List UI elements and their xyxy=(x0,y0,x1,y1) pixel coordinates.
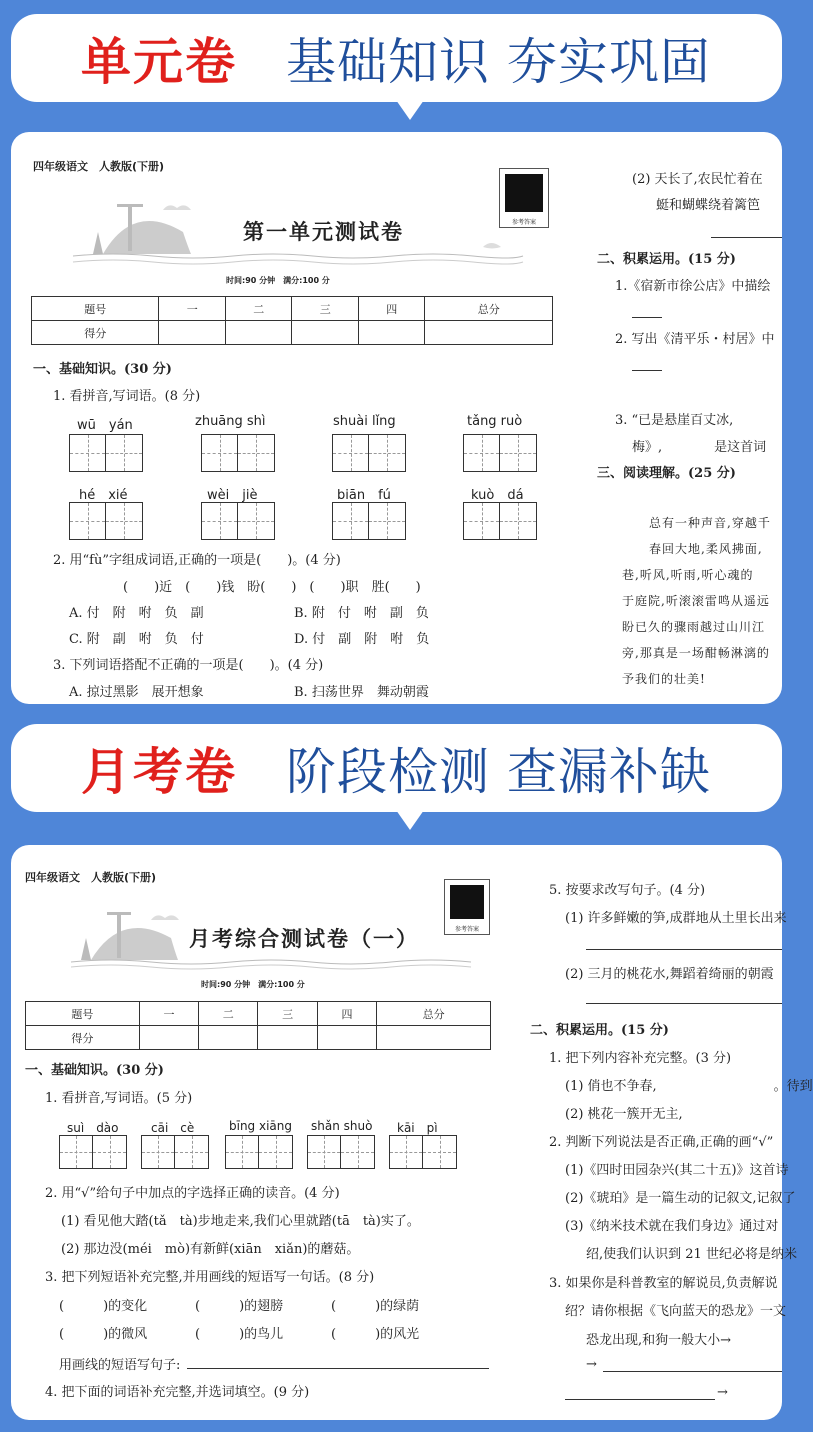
pinyin-label: shǎn shuò xyxy=(311,1119,373,1133)
score-head-cell: 一 xyxy=(159,297,226,321)
question-2-blanks: ( )近 ( )钱 盼( ) ( )职 胜( ) xyxy=(123,580,421,595)
right-text: (2) 三月的桃花水,舞蹈着绮丽的朝霞 xyxy=(565,967,774,982)
question-4: 4. 把下面的词语补充完整,并选词填空。(9 分) xyxy=(45,1385,310,1400)
pinyin-label: tǎng ruò xyxy=(467,414,523,429)
pinyin-label: kāi pì xyxy=(397,1121,438,1135)
phrase-blank: ( )的翅膀 xyxy=(195,1299,284,1314)
sentence-prompt: 用画线的短语写句子: xyxy=(59,1358,181,1373)
score-head-cell: 二 xyxy=(199,1002,258,1026)
essay-line: 予我们的壮美! xyxy=(622,672,706,686)
score-head-cell: 二 xyxy=(225,297,292,321)
qr-code[interactable] xyxy=(444,879,490,935)
right-text: (2) 桃花一簇开无主, xyxy=(565,1107,800,1122)
right-text: 3. “已是悬崖百丈冰, xyxy=(615,413,734,428)
pinyin-label: bīng xiāng xyxy=(229,1119,292,1133)
right-text: 2. 写出《清平乐・村居》中 xyxy=(615,332,775,347)
phrase-blank: ( )的风光 xyxy=(331,1327,420,1342)
right-text: (1)《四时田园杂兴(其二十五)》这首诗 xyxy=(565,1163,789,1178)
qr-caption: 参考答案 xyxy=(454,926,479,933)
essay-line: 春回大地,柔风拂面, xyxy=(649,542,763,556)
answer-line[interactable] xyxy=(187,1368,489,1369)
section-accumulate: 二、积累运用。(15 分) xyxy=(530,1023,669,1038)
phrase-blank: ( )的变化 xyxy=(59,1299,148,1314)
banner-blue-label: 基础知识 夯实巩固 xyxy=(286,33,711,91)
question-2: 2. 用“√”给句子中加点的字选择正确的读音。(4 分) xyxy=(45,1186,340,1201)
score-head-cell: 题号 xyxy=(26,1002,140,1026)
question-3: 3. 把下列短语补充完整,并用画线的短语写一句话。(8 分) xyxy=(45,1270,375,1285)
essay-line: 总有一种声音,穿越千 xyxy=(649,516,771,530)
pinyin-label: hé xié xyxy=(79,488,128,503)
right-text: (3)《纳米技术就在我们身边》通过对 xyxy=(565,1219,779,1234)
writing-boxes[interactable] xyxy=(225,1135,293,1169)
section-basic: 一、基础知识。(30 分) xyxy=(33,362,172,377)
section-basic: 一、基础知识。(30 分) xyxy=(25,1063,164,1078)
writing-boxes[interactable] xyxy=(69,502,143,540)
right-text: (2) 天长了,农民忙着在 xyxy=(632,172,763,187)
question-2-item: (2) 那边没(méi mò)有新鲜(xiān xiǎn)的蘑菇。 xyxy=(61,1242,360,1257)
writing-boxes[interactable] xyxy=(141,1135,209,1169)
answer-line[interactable] xyxy=(586,1003,782,1004)
paper-header: 四年级语文 人教版(下册) xyxy=(25,871,157,884)
writing-boxes[interactable] xyxy=(389,1135,457,1169)
phrase-blank: ( )的绿荫 xyxy=(331,1299,420,1314)
answer-line[interactable] xyxy=(586,949,782,950)
arrow-text: → xyxy=(717,1385,728,1400)
option-b: B. 附 付 咐 副 负 xyxy=(294,606,429,621)
essay-line: 旁,那真是一场酣畅淋漓的 xyxy=(622,646,770,660)
right-text: (2)《琥珀》是一篇生动的记叙文,记叙了 xyxy=(565,1191,796,1206)
qr-caption: 参考答案 xyxy=(511,219,536,226)
pinyin-label: zhuāng shì xyxy=(195,414,266,429)
score-head-cell: 四 xyxy=(317,1002,376,1026)
right-text: 1.《宿新市徐公店》中描绘 xyxy=(615,279,771,294)
paper-title: 月考综合测试卷（一） xyxy=(189,927,419,951)
option-a: A. 付 附 咐 负 副 xyxy=(69,606,204,621)
answer-line[interactable] xyxy=(632,370,662,371)
question-1: 1. 看拼音,写词语。(8 分) xyxy=(53,389,201,404)
section-reading: 三、阅读理解。(25 分) xyxy=(597,466,736,481)
right-text: 绍？请你根据《飞向蓝天的恐龙》一文 xyxy=(565,1304,787,1319)
writing-boxes[interactable] xyxy=(69,434,143,472)
pinyin-label: wū yán xyxy=(77,418,133,433)
right-text: 恐龙出现,和狗一般大小→ xyxy=(586,1333,732,1348)
essay-line: 盼已久的骤雨越过山川江 xyxy=(622,620,766,634)
qr-code[interactable] xyxy=(499,168,549,228)
writing-boxes[interactable] xyxy=(59,1135,127,1169)
writing-boxes[interactable] xyxy=(332,434,406,472)
score-head-cell: 三 xyxy=(292,297,359,321)
question-2-item: (1) 看见他大踏(tǎ tà)步地走来,我们心里就踏(tā tà)实了。 xyxy=(61,1214,420,1229)
paper-title: 第一单元测试卷 xyxy=(243,220,404,244)
right-text: 蜓和蝴蝶绕着篱笆 xyxy=(656,198,761,213)
pinyin-label: wèi jiè xyxy=(207,488,258,503)
question-3: 3. 下列词语搭配不正确的一项是( )。(4 分) xyxy=(53,658,324,673)
exam-time: 时间:90 分钟 满分:100 分 xyxy=(201,980,305,989)
score-head-cell: 三 xyxy=(258,1002,317,1026)
right-text: 梅》, 是这首词 xyxy=(632,440,767,455)
phrase-blank: ( )的微风 xyxy=(59,1327,148,1342)
score-head-cell: 总分 xyxy=(377,1002,491,1026)
score-table xyxy=(31,296,553,345)
answer-line[interactable] xyxy=(632,317,662,318)
option-c: C. 附 副 咐 负 付 xyxy=(69,632,204,647)
banner-red-label: 单元卷 xyxy=(81,33,237,91)
right-text: (1) 许多鲜嫩的笋,成群地从土里长出来 xyxy=(565,911,787,926)
writing-boxes[interactable] xyxy=(463,434,537,472)
banner-red-label: 月考卷 xyxy=(81,743,237,801)
essay-line: 于庭院,听滚滚雷鸣从遥远 xyxy=(622,594,770,608)
banner-pointer xyxy=(396,100,424,120)
question-1: 1. 看拼音,写词语。(5 分) xyxy=(45,1091,193,1106)
right-text: 1. 把下列内容补充完整。(3 分) xyxy=(549,1051,732,1066)
phrase-blank: ( )的鸟儿 xyxy=(195,1327,284,1342)
right-text: (1) 俏也不争春, 。待到 xyxy=(565,1079,813,1094)
right-text: 绍,使我们认识到 21 世纪必将是纳米 xyxy=(586,1247,797,1262)
right-text: 3. 如果你是科普教室的解说员,负责解说 xyxy=(549,1276,778,1291)
writing-boxes[interactable] xyxy=(463,502,537,540)
pinyin-label: kuò dá xyxy=(471,488,524,503)
essay-line: 巷,听风,听雨,听心魂的 xyxy=(622,568,754,582)
banner-unit-test xyxy=(11,14,782,102)
answer-line[interactable] xyxy=(565,1399,715,1400)
option-b: B. 扫荡世界 舞动朝霞 xyxy=(294,685,429,700)
score-head-cell: 题号 xyxy=(32,297,159,321)
answer-line[interactable] xyxy=(603,1371,782,1372)
writing-boxes[interactable] xyxy=(307,1135,375,1169)
writing-boxes[interactable] xyxy=(201,434,275,472)
score-row-label: 得分 xyxy=(32,321,159,345)
score-head-cell: 总分 xyxy=(425,297,553,321)
pinyin-label: biān fú xyxy=(337,488,391,503)
score-table xyxy=(25,1001,491,1050)
option-d: D. 付 副 附 咐 负 xyxy=(294,632,430,647)
answer-line[interactable] xyxy=(711,237,782,238)
writing-boxes[interactable] xyxy=(332,502,406,540)
pinyin-label: cāi cè xyxy=(151,1121,195,1135)
option-a: A. 掠过黑影 展开想象 xyxy=(69,685,204,700)
pinyin-label: shuài lǐng xyxy=(333,414,396,429)
section-accumulate: 二、积累运用。(15 分) xyxy=(597,252,736,267)
score-row-label: 得分 xyxy=(26,1026,140,1050)
paper-header: 四年级语文 人教版(下册) xyxy=(33,160,165,173)
score-head-cell: 四 xyxy=(358,297,425,321)
right-text: 5. 按要求改写句子。(4 分) xyxy=(549,883,706,898)
arrow-text: → xyxy=(586,1357,597,1372)
paper-unit-test xyxy=(11,132,782,704)
question-2: 2. 用“fù”字组成词语,正确的一项是( )。(4 分) xyxy=(53,553,341,568)
pinyin-label: suì dào xyxy=(67,1121,119,1135)
paper-monthly-test xyxy=(11,845,813,1420)
banner-pointer xyxy=(396,810,424,830)
exam-time: 时间:90 分钟 满分:100 分 xyxy=(226,276,330,285)
score-head-cell: 一 xyxy=(139,1002,198,1026)
writing-boxes[interactable] xyxy=(201,502,275,540)
right-text: 2. 判断下列说法是否正确,正确的画“√” xyxy=(549,1135,774,1150)
banner-monthly-test xyxy=(11,724,782,812)
banner-blue-label: 阶段检测 查漏补缺 xyxy=(286,743,711,801)
